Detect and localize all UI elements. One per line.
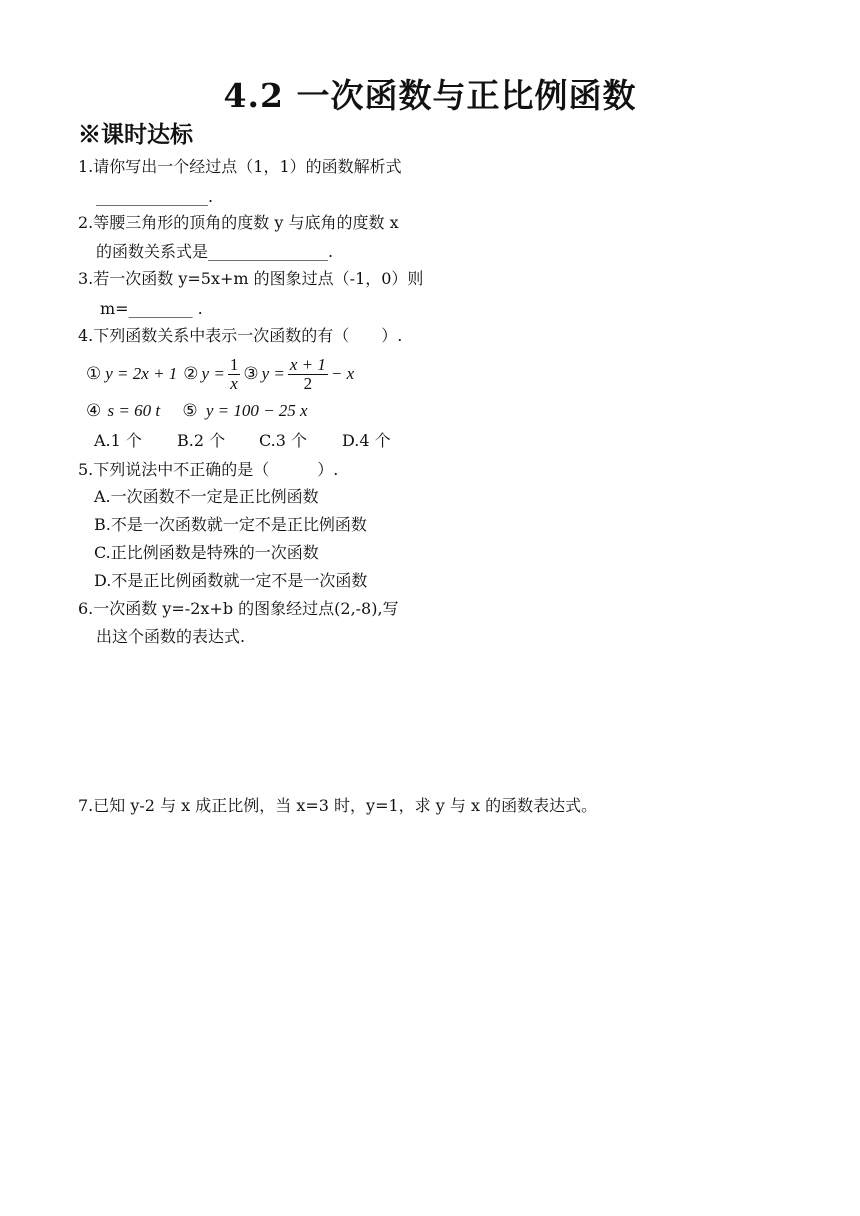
marker-4: ④ — [86, 401, 102, 420]
question-1-line-1: 1.请你写出一个经过点（1，1）的函数解析式 — [78, 157, 402, 176]
question-4-stem: 4.下列函数关系中表示一次函数的有（ ）. — [78, 326, 403, 345]
question-6-line-1: 6.一次函数 y=-2x+b 的图象经过点(2,-8),写 — [78, 599, 399, 618]
question-4-formulas-row-2 — [86, 401, 308, 421]
question-2-line-1: 2.等腰三角形的顶角的度数 y 与底角的度数 x — [78, 213, 399, 232]
formula-3-denominator: 2 — [303, 373, 313, 393]
question-5-option-d: D.不是正比例函数就一定不是一次函数 — [94, 571, 368, 590]
formula-5: y = 100 − 25 x — [205, 401, 308, 420]
question-5-option-a: A.一次函数不一定是正比例函数 — [94, 487, 319, 506]
marker-1: ① — [86, 364, 102, 383]
formula-1: y = 2x + 1 — [105, 364, 178, 383]
question-5-option-c: C.正比例函数是特殊的一次函数 — [94, 543, 319, 562]
question-3-line-1: 3.若一次函数 y=5x+m 的图象过点（-1，0）则 — [78, 269, 424, 288]
question-6-line-2: 出这个函数的表达式. — [96, 627, 246, 646]
formula-3-lhs: y = — [261, 364, 285, 383]
question-4-option-d: D.4 个 — [342, 431, 391, 450]
formula-4: s = 60 t — [107, 401, 161, 420]
formula-2-fraction — [228, 356, 241, 393]
formula-3-tail: − x — [330, 364, 355, 383]
question-4-option-c: C.3 个 — [259, 431, 308, 450]
formula-2-lhs: y = — [201, 364, 225, 383]
question-5-option-b: B.不是一次函数就一定不是正比例函数 — [94, 515, 367, 534]
page-title: 4.2 一次函数与正比例函数 — [223, 76, 637, 115]
section-heading: ※课时达标 — [78, 121, 193, 148]
marker-3: ③ — [243, 364, 259, 383]
question-4-option-a: A.1 个 — [94, 431, 142, 450]
formula-2-denominator: x — [230, 373, 238, 393]
formula-2-numerator: 1 — [229, 354, 239, 374]
question-2-line-2: 的函数关系式是_______________. — [96, 242, 334, 261]
question-1-blank: ______________. — [96, 187, 214, 206]
question-5-stem: 5.下列说法中不正确的是（ ）. — [78, 460, 339, 479]
question-7-line-1: 7.已知 y-2 与 x 成正比例，当 x=3 时，y=1，求 y 与 x 的函数表达式。 — [78, 796, 598, 815]
formula-3-numerator: x + 1 — [289, 354, 326, 374]
question-4-formulas-row-1 — [86, 352, 354, 396]
formula-3-fraction — [288, 356, 328, 393]
marker-2: ② — [183, 364, 199, 383]
marker-5: ⑤ — [182, 401, 198, 420]
question-4-option-b: B.2 个 — [177, 431, 226, 450]
question-3-line-2: m=________ . — [100, 299, 203, 318]
